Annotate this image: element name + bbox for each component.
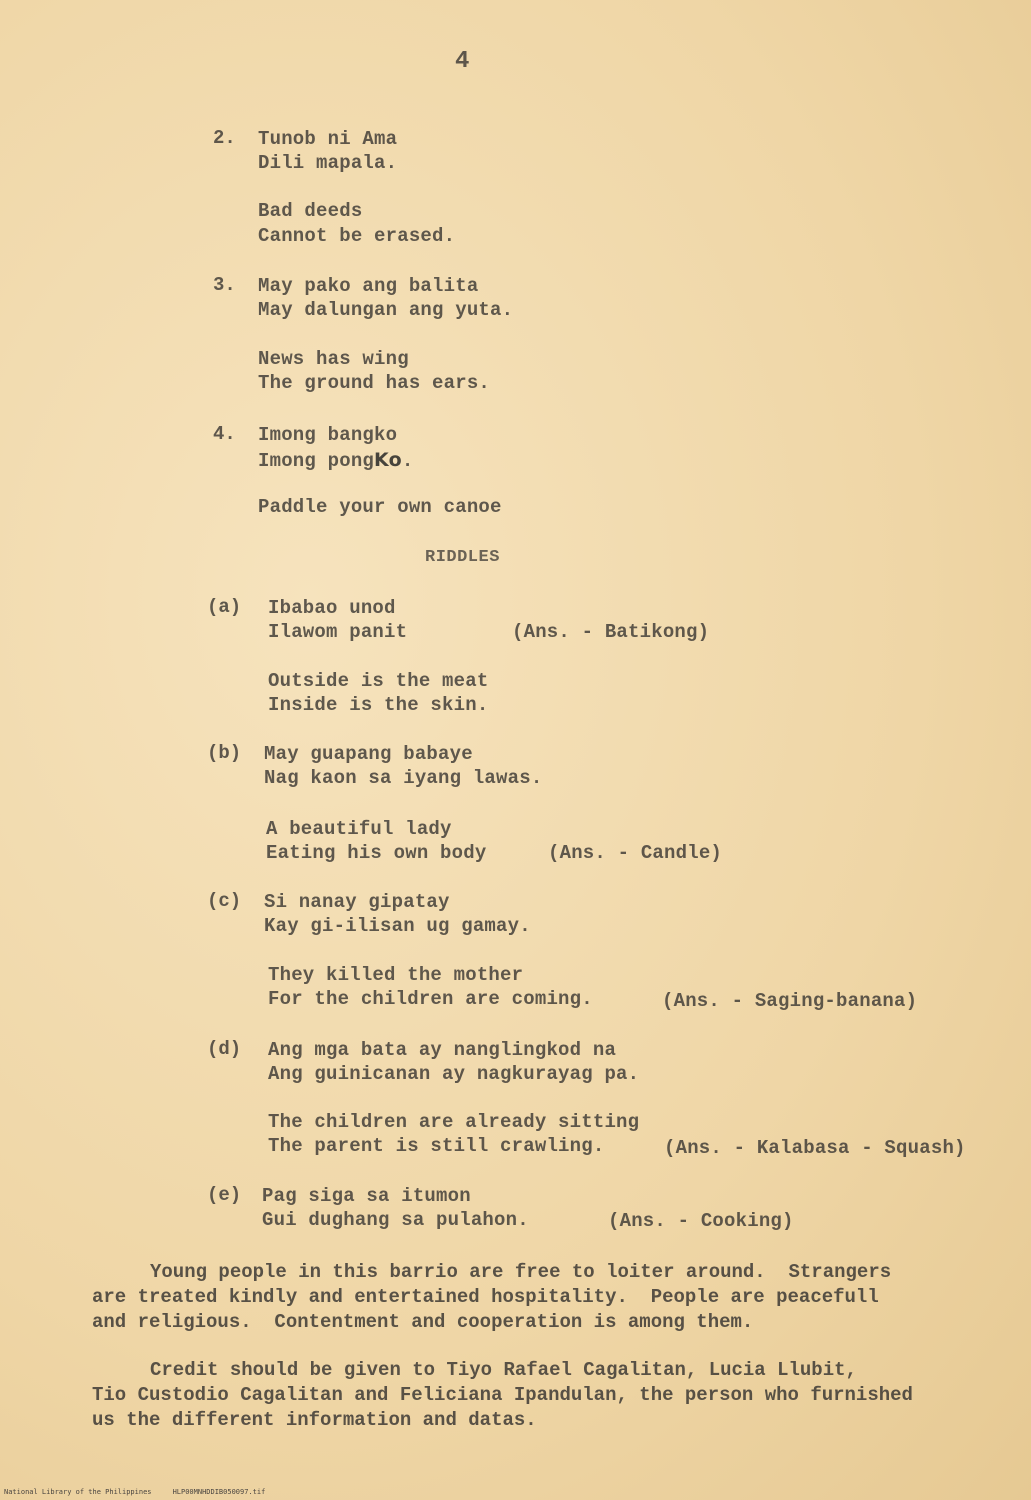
paragraph-line: Young people in this barrio are free to loiter around. Strangers xyxy=(150,1261,892,1283)
riddle-line: Ilawom panit xyxy=(268,621,408,643)
proverb-line xyxy=(258,448,413,473)
riddle-translation: For the children are coming. xyxy=(268,988,593,1010)
proverb-translation: News has wing xyxy=(258,348,409,370)
paragraph-line: and religious. Contentment and cooperation is among them. xyxy=(92,1311,754,1333)
riddle-label: (e) xyxy=(207,1184,242,1206)
riddle-line: Si nanay gipatay xyxy=(264,891,450,913)
riddle-translation: A beautiful lady xyxy=(266,818,452,840)
riddle-translation: Inside is the skin. xyxy=(268,694,489,716)
riddle-line: Pag siga sa itumon xyxy=(262,1185,471,1207)
proverb-number: 4. xyxy=(213,423,236,445)
riddle-translation: The children are already sitting xyxy=(268,1111,640,1133)
riddle-translation: The parent is still crawling. xyxy=(268,1135,605,1157)
riddle-label: (b) xyxy=(207,742,242,764)
riddle-line: Gui dughang sa pulahon. xyxy=(262,1209,529,1231)
proverb-translation: Cannot be erased. xyxy=(258,225,456,247)
riddle-translation: Outside is the meat xyxy=(268,670,489,692)
proverb-line: Imong bangko xyxy=(258,424,398,446)
handwritten-correction: Ko xyxy=(374,449,402,471)
riddle-line: Ibabao unod xyxy=(268,597,396,619)
proverb-translation: Bad deeds xyxy=(258,200,363,222)
riddle-line: Nag kaon sa iyang lawas. xyxy=(264,767,543,789)
proverb-line-end: . xyxy=(401,450,414,472)
proverb-translation: Paddle your own canoe xyxy=(258,496,502,518)
paragraph-line: us the different information and datas. xyxy=(92,1409,537,1431)
proverb-number: 3. xyxy=(213,274,236,296)
proverb-line: May pako ang balita xyxy=(258,275,479,297)
proverb-translation: The ground has ears. xyxy=(258,372,491,394)
paragraph-line: Tio Custodio Cagalitan and Feliciana Ipandulan, the person who furnished xyxy=(92,1384,913,1406)
riddle-answer: (Ans. - Batikong) xyxy=(512,621,710,643)
proverb-number: 2. xyxy=(213,127,236,149)
riddle-label: (a) xyxy=(207,596,242,618)
riddle-label: (c) xyxy=(207,890,242,912)
proverb-line: May dalungan ang yuta. xyxy=(258,299,514,321)
riddle-answer: (Ans. - Cooking) xyxy=(608,1210,794,1232)
riddles-heading: RIDDLES xyxy=(425,548,500,567)
paragraph-line: are treated kindly and entertained hospitality. People are peacefull xyxy=(92,1286,879,1308)
proverb-line-text: Imong pong xyxy=(258,450,375,472)
riddle-line: May guapang babaye xyxy=(264,743,473,765)
proverb-line: Dili mapala. xyxy=(258,152,398,174)
riddle-line: Kay gi-ilisan ug gamay. xyxy=(264,915,531,937)
riddle-answer: (Ans. - Saging-banana) xyxy=(662,990,918,1012)
riddle-translation: Eating his own body xyxy=(266,842,487,864)
riddle-translation: They killed the mother xyxy=(268,964,524,986)
page-number: 4 xyxy=(455,48,470,75)
riddle-line: Ang mga bata ay nanglingkod na xyxy=(268,1039,617,1061)
paragraph-line: Credit should be given to Tiyo Rafael Cagalitan, Lucia Llubit, xyxy=(150,1359,857,1381)
archive-footer: National Library of the Philippines HLP00MNHDDIB050097.tif xyxy=(4,1488,266,1496)
riddle-answer: (Ans. - Candle) xyxy=(548,842,723,864)
proverb-line: Tunob ni Ama xyxy=(258,128,398,150)
riddle-answer: (Ans. - Kalabasa - Squash) xyxy=(664,1137,966,1159)
riddle-line: Ang guinicanan ay nagkurayag pa. xyxy=(268,1063,640,1085)
riddle-label: (d) xyxy=(207,1038,242,1060)
